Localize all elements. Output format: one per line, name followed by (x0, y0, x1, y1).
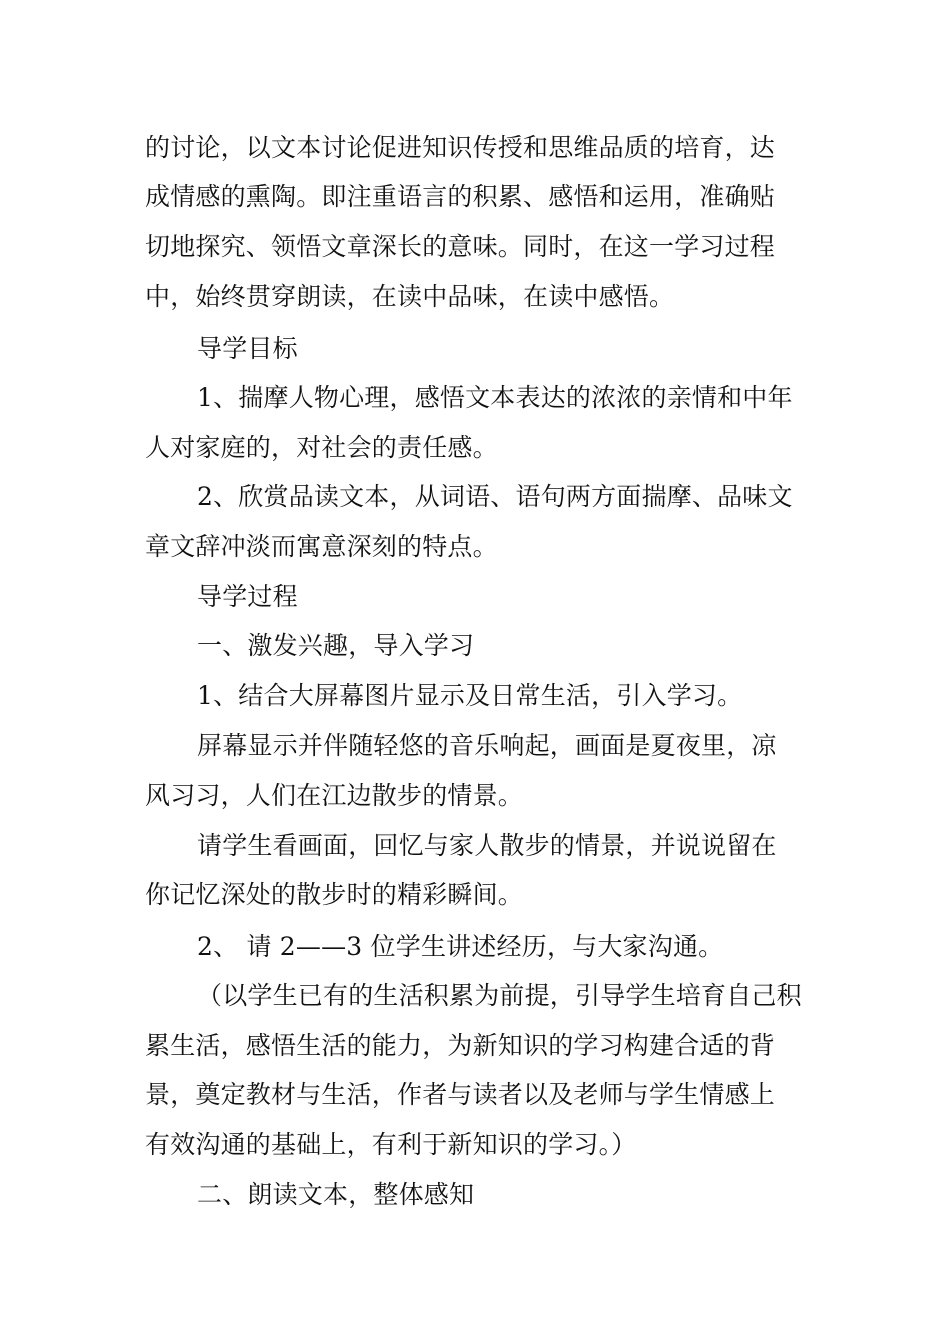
text-line: 你记忆深处的散步时的精彩瞬间。 (145, 880, 524, 909)
text-line: 1、结合大屏幕图片显示及日常生活，引入学习。 (197, 681, 743, 710)
text-line: 中，始终贯穿朗读，在读中品味，在读中感悟。 (145, 282, 675, 311)
text-line: 风习习，人们在江边散步的情景。 (145, 781, 524, 810)
text-line: 切地探究、领悟文章深长的意味。同时，在这一学习过程 (145, 232, 776, 261)
text-line: 有效沟通的基础上，有利于新知识的学习。） (145, 1130, 637, 1159)
section-heading: 导学过程 (197, 582, 298, 611)
text-line: 请学生看画面，回忆与家人散步的情景，并说说留在 (197, 831, 777, 860)
text-line: 累生活，感悟生活的能力，为新知识的学习构建合适的背 (145, 1031, 776, 1060)
text-line: 2、欣赏品读文本，从词语、语句两方面揣摩、品味文 (197, 482, 793, 511)
text-line: 屏幕显示并伴随轻悠的音乐响起，画面是夏夜里，凉 (197, 731, 777, 760)
text-line: 2、 请 2——3 位学生讲述经历，与大家沟通。 (197, 932, 724, 961)
text-line: （以学生已有的生活积累为前提，引导学生培育自己积 (197, 981, 802, 1010)
subsection-heading: 一、激发兴趣，导入学习 (197, 631, 475, 660)
text-line: 1、揣摩人物心理，感悟文本表达的浓浓的亲情和中年 (197, 383, 793, 412)
text-line: 章文辞冲淡而寓意深刻的特点。 (145, 532, 498, 561)
text-line: 人对家庭的，对社会的责任感。 (145, 433, 498, 462)
text-line: 的讨论，以文本讨论促进知识传授和思维品质的培育，达 (145, 133, 776, 162)
text-line: 成情感的熏陶。即注重语言的积累、感悟和运用，准确贴 (145, 182, 776, 211)
text-line: 景，奠定教材与生活，作者与读者以及老师与学生情感上 (145, 1080, 776, 1109)
subsection-heading: 二、朗读文本，整体感知 (197, 1180, 475, 1209)
section-heading: 导学目标 (197, 334, 298, 363)
